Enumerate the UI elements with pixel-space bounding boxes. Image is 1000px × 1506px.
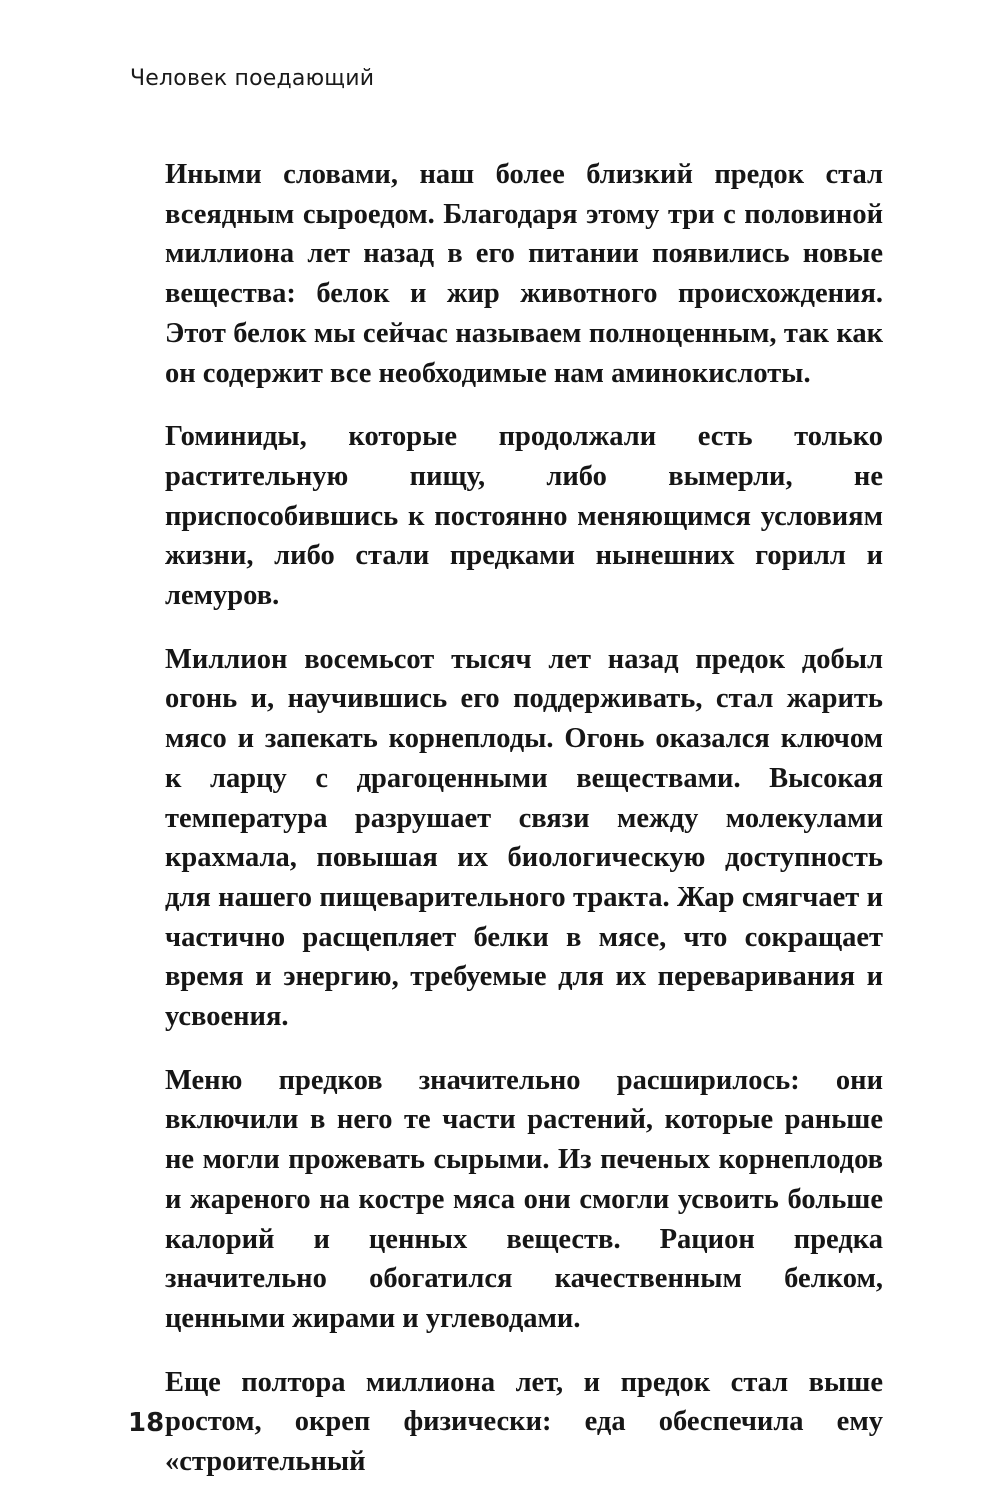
paragraph: Еще полтора миллиона лет, и предок стал выше ростом, окреп физически: еда обеспечила ему «строительный bbox=[165, 1366, 883, 1478]
paragraph: Иными словами, наш более близкий предок стал всеядным сыроедом. Благодаря этому три с половиной миллиона лет назад в его питании появились новые вещества: белок и жир животного происхождения. Этот белок мы сейчас называем полноценным, так как он содержит все необходимые нам аминокислоты. bbox=[165, 159, 883, 389]
page-number: 18 bbox=[128, 1408, 165, 1438]
paragraph: Миллион восемьсот тысяч лет назад предок добыл огонь и, научившись его поддерживать, стал жарить мясо и запекать корнеплоды. Огонь оказался ключом к ларцу с драгоценными веществами. Высокая температура разрушает связи между молекулами крахмала, повышая их биологическую доступность для нашего пищеварительного тракта. Жар смягчает и частично расщепляет белки в мясе, что сокращает время и энергию, требуемые для их переваривания и усвоения. bbox=[165, 643, 883, 1033]
body-text bbox=[165, 155, 883, 1506]
paragraph: Меню предков значительно расширилось: они включили в него те части растений, которые раньше не могли прожевать сырыми. Из печеных корнеплодов и жареного на костре мяса они смогли усвоить больше калорий и ценных веществ. Рацион предка значительно обогатился качественным белком, ценными жирами и углеводами. bbox=[165, 1064, 883, 1334]
running-header: Человек поедающий bbox=[130, 66, 375, 91]
paragraph: Гоминиды, которые продолжали есть только растительную пищу, либо вымерли, не приспособившись к постоянно меняющимся условиям жизни, либо стали предками нынешних горилл и лемуров. bbox=[165, 421, 883, 612]
